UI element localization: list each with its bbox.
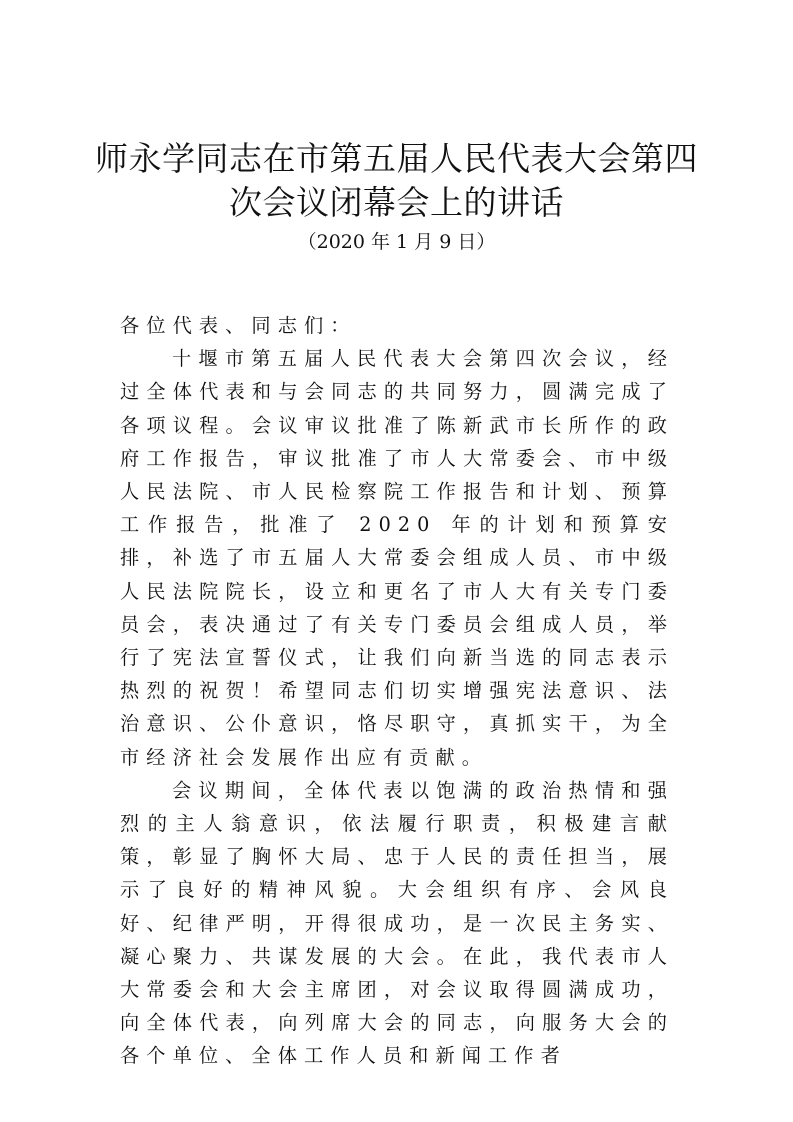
title-line-2: 次会议闭幕会上的讲话: [229, 183, 564, 222]
salutation: 各位代表、同志们：: [120, 314, 357, 337]
paragraph-1: 十堰市第五届人民代表大会第四次会议，经过全体代表和与会同志的共同努力，圆满完成了各项议程。会议审议批准了陈新武市长所作的政府工作报告，审议批准了市人大常委会、市中级人民法院、市人民检察院工作报告和计划、预算工作报告，批准了 2020 年的计划和预算安排，补选了市五届人大常委会组成人员、市中级人民法院院长，设立和更名了市人大有关专门委员会，表决通过了有关专门委员会组成人员，举行了宪法宣誓仪式，让我们向新当选的同志表示热烈的祝贺！希望同志们切实增强宪法意识、法治意识、公仆意识，恪尽职守，真抓实干，为全市经济社会发展作出应有贡献。: [120, 347, 674, 769]
document-body: [120, 309, 674, 1073]
document-title: [0, 137, 793, 225]
title-line-1: 师永学同志在市第五届人民代表大会第四: [95, 139, 698, 178]
speech-date: （2020 年 1 月 9 日）: [297, 231, 496, 253]
paragraph-2: 会议期间，全体代表以饱满的政治热情和强烈的主人翁意识，依法履行职责，积极建言献策，彰显了胸怀大局、忠于人民的责任担当，展示了良好的精神风貌。大会组织有序、会风良好、纪律严明，开得很成功，是一次民主务实、凝心聚力、共谋发展的大会。在此，我代表市人大常委会和大会主席团，对会议取得圆满成功，向全体代表，向列席大会的同志，向服务大会的各个单位、全体工作人员和新闻工作者: [120, 778, 674, 1068]
